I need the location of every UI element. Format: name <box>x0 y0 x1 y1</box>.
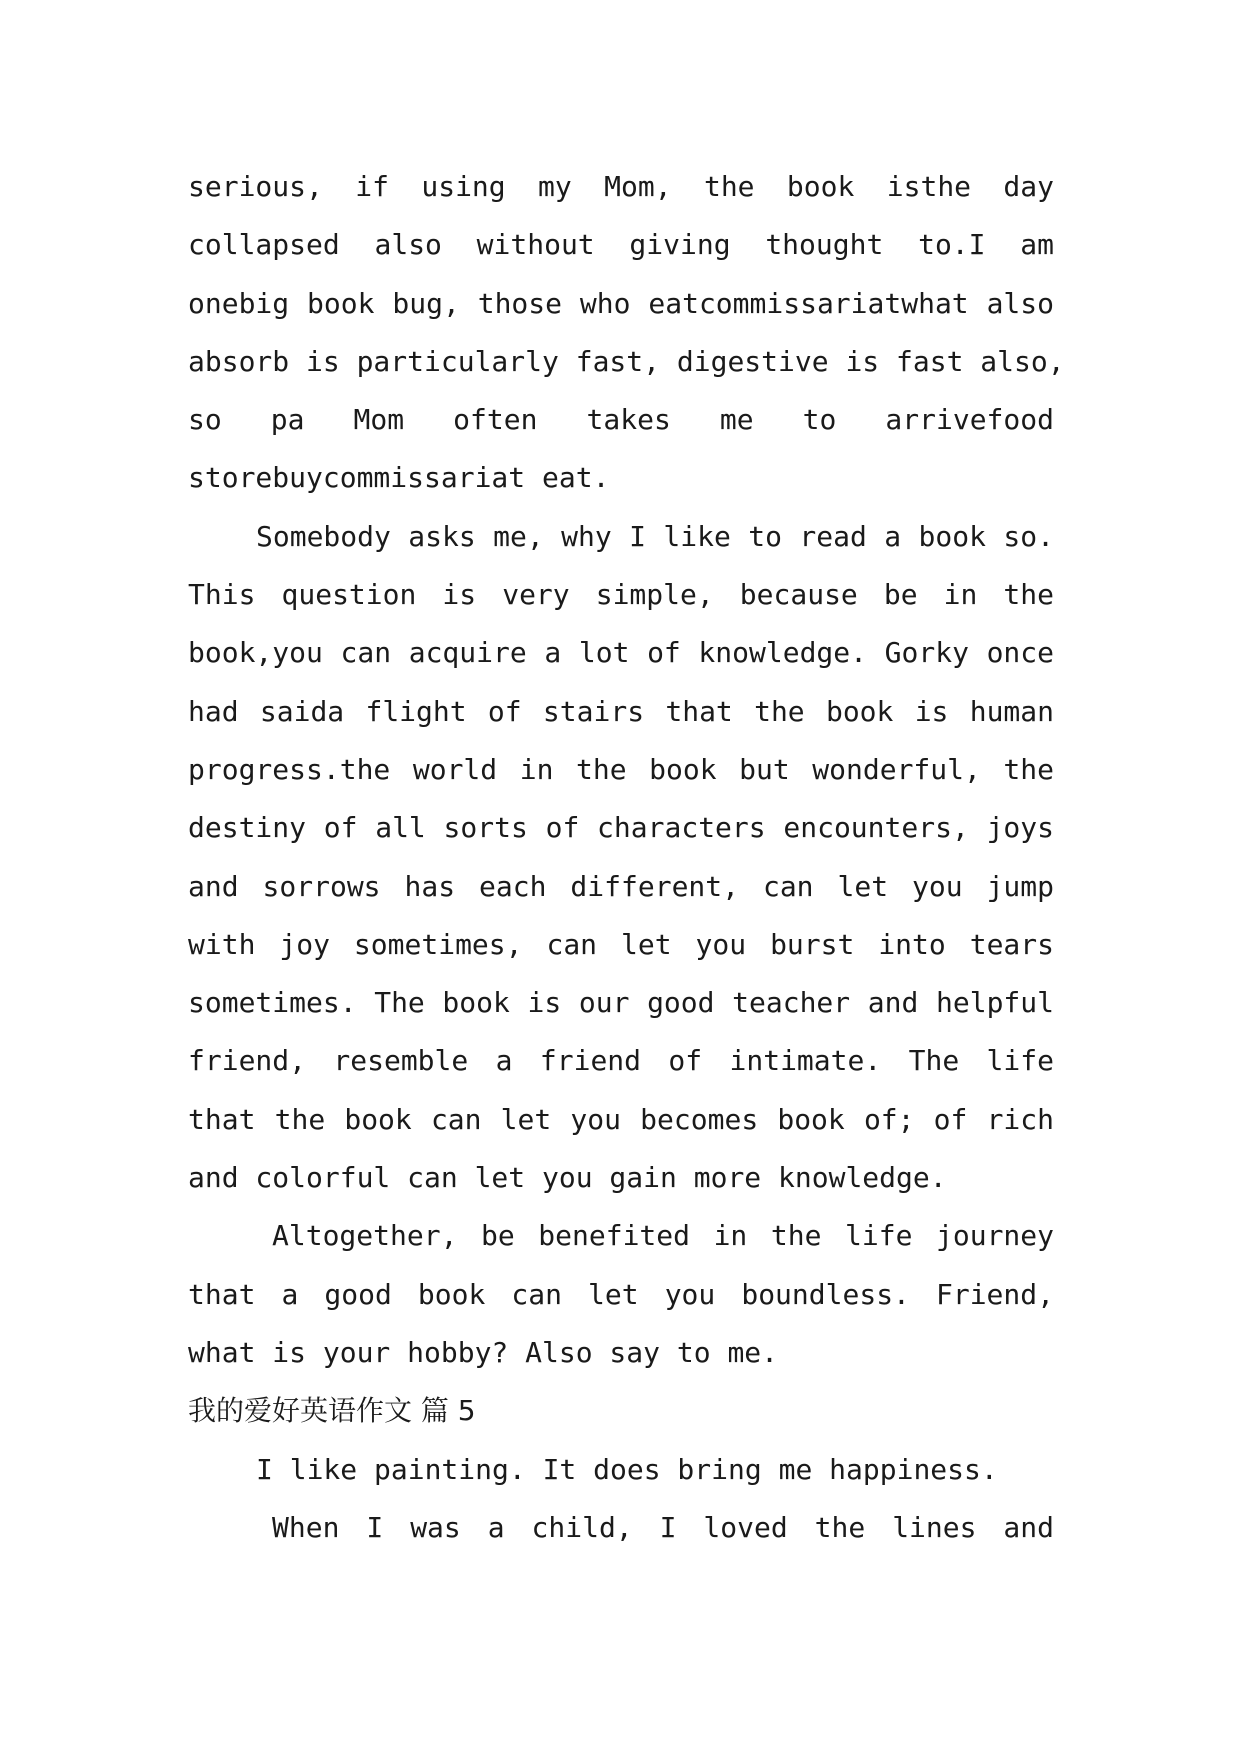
text-line: progress.the world in the book but wonderful, the <box>188 752 1054 786</box>
text-line: book,you can acquire a lot of knowledge. Gorky once <box>188 636 1054 670</box>
paragraph-first-line: Altogether, be benefited in the life journey <box>272 1219 1054 1253</box>
text-line: what is your hobby? Also say to me. <box>188 1335 779 1369</box>
section-heading: 我的爱好英语作文 篇 5 <box>188 1394 476 1428</box>
text-line: This question is very simple, because be in the <box>188 578 1054 612</box>
text-line: so pa Mom often takes me to arrivefood <box>188 403 1054 437</box>
text-line: collapsed also without giving thought to.I am <box>188 228 1054 262</box>
text-line: storebuycommissariat eat. <box>188 461 610 495</box>
paragraph-first-line: Somebody asks me, why I like to read a book so. <box>256 519 1054 553</box>
paragraph-first-line: I like painting. It does bring me happiness. <box>256 1452 998 1486</box>
text-line: had saida flight of stairs that the book is human <box>188 694 1054 728</box>
text-line: friend, resemble a friend of intimate. The life <box>188 1044 1054 1078</box>
text-line: and colorful can let you gain more knowledge. <box>188 1161 947 1195</box>
text-line: serious, if using my Mom, the book isthe day <box>188 170 1054 203</box>
text-line: sometimes. The book is our good teacher and helpful <box>188 986 1054 1020</box>
text-line: that a good book can let you boundless. Friend, <box>188 1277 1054 1311</box>
document-body <box>188 158 1065 1557</box>
text-line: onebig book bug, those who eatcommissariatwhat also <box>188 286 1054 320</box>
text-line: absorb is particularly fast, digestive is fast also, <box>188 344 1065 378</box>
text-line: and sorrows has each different, can let you jump <box>188 869 1054 903</box>
text-line: that the book can let you becomes book of; of rich <box>188 1102 1054 1136</box>
paragraph-first-line: When I was a child, I loved the lines and <box>272 1510 1054 1544</box>
text-line: destiny of all sorts of characters encounters, joys <box>188 811 1054 845</box>
text-line: with joy sometimes, can let you burst into tears <box>188 927 1054 961</box>
